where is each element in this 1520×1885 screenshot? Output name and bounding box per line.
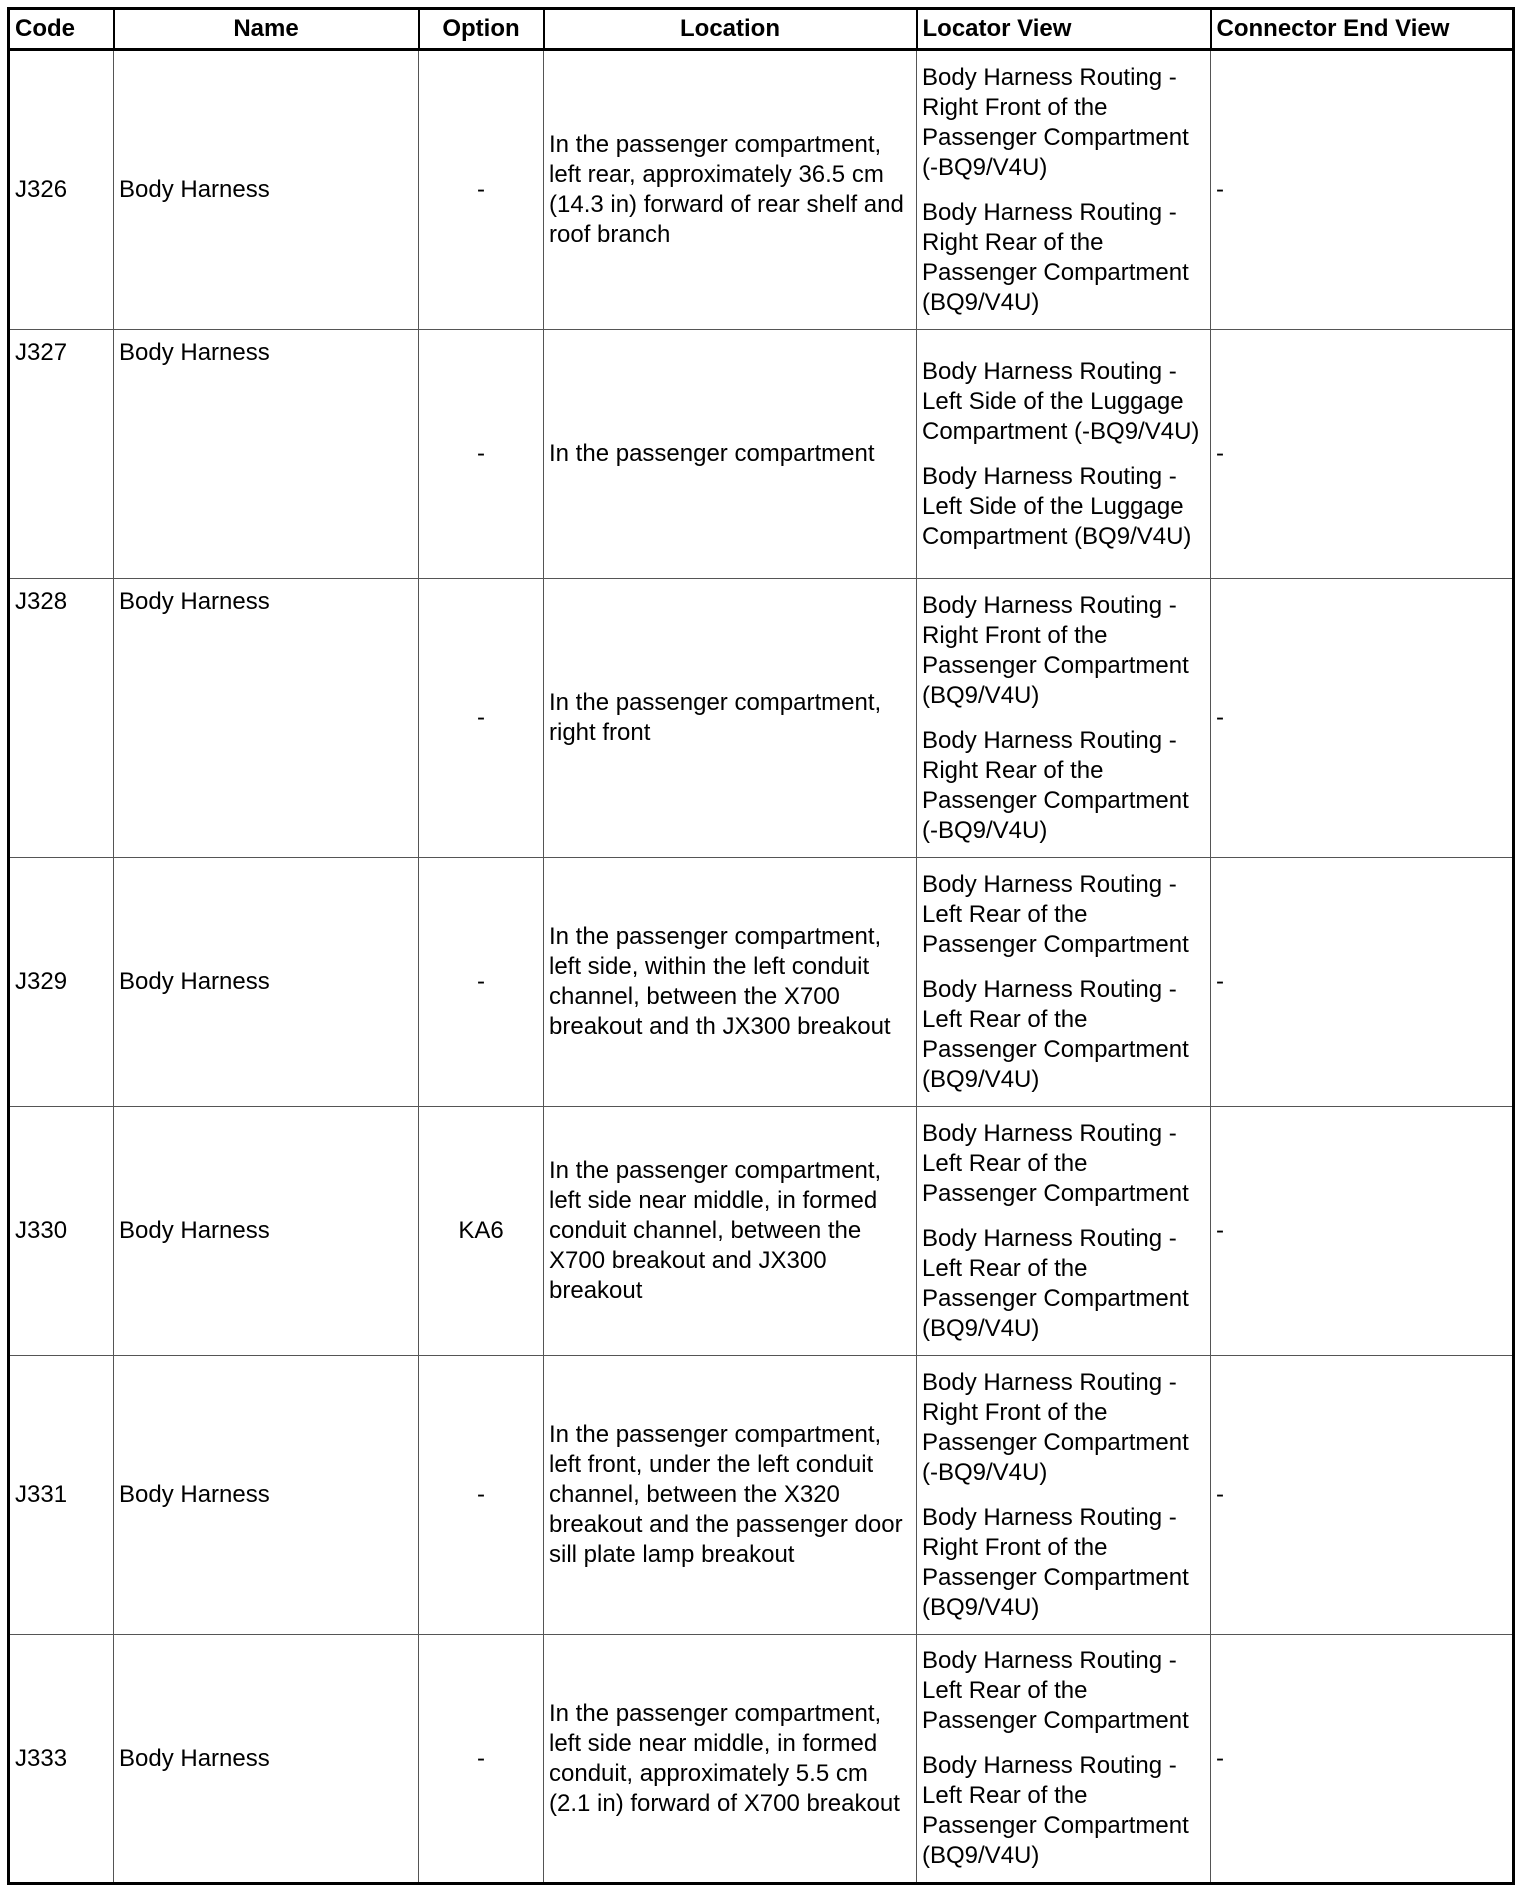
table-row	[9, 1635, 1514, 1884]
cell-location: In the passenger compartment, right front	[544, 579, 917, 858]
locator-view-link[interactable]: Body Harness Routing - Right Rear of the Passenger Compartment (-BQ9/V4U)	[922, 726, 1189, 844]
cell-option: -	[419, 858, 544, 1107]
header-locator-view: Locator View	[917, 9, 1211, 50]
table-row	[9, 1356, 1514, 1635]
cell-option: -	[419, 50, 544, 330]
locator-view-link[interactable]: Body Harness Routing - Left Rear of the Passenger Compartment	[922, 870, 1189, 958]
cell-connector-end-view: -	[1211, 579, 1514, 858]
cell-name: Body Harness	[114, 330, 419, 579]
cell-locator-view	[917, 858, 1211, 1107]
cell-option: -	[419, 1635, 544, 1884]
table-row	[9, 330, 1514, 579]
header-connector-end-view: Connector End View	[1211, 9, 1514, 50]
cell-code: J333	[9, 1635, 114, 1884]
cell-name: Body Harness	[114, 858, 419, 1107]
cell-name: Body Harness	[114, 579, 419, 858]
cell-locator-view	[917, 1635, 1211, 1884]
table-row	[9, 579, 1514, 858]
cell-name: Body Harness	[114, 1635, 419, 1884]
cell-option: -	[419, 1356, 544, 1635]
table-row	[9, 858, 1514, 1107]
cell-name: Body Harness	[114, 50, 419, 330]
cell-connector-end-view: -	[1211, 1635, 1514, 1884]
locator-view-link[interactable]: Body Harness Routing - Left Rear of the Passenger Compartment	[922, 1647, 1189, 1734]
cell-code: J330	[9, 1107, 114, 1356]
cell-location: In the passenger compartment, left front, under the left conduit channel, between the X320 breakout and the passenger door sill plate lamp breakout	[544, 1356, 917, 1635]
cell-locator-view	[917, 50, 1211, 330]
locator-view-link[interactable]: Body Harness Routing - Right Front of the Passenger Compartment (-BQ9/V4U)	[922, 1368, 1189, 1486]
cell-location: In the passenger compartment, left side near middle, in formed conduit channel, between the X700 breakout and JX300 breakout	[544, 1107, 917, 1356]
cell-locator-view	[917, 1107, 1211, 1356]
cell-location: In the passenger compartment, left side near middle, in formed conduit, approximately 5.5 cm (2.1 in) forward of X700 breakout	[544, 1635, 917, 1884]
cell-location: In the passenger compartment	[544, 330, 917, 579]
cell-locator-view	[917, 1356, 1211, 1635]
connector-table	[7, 7, 1515, 1885]
cell-locator-view	[917, 579, 1211, 858]
cell-code: J326	[9, 50, 114, 330]
cell-locator-view	[917, 330, 1211, 579]
cell-option: KA6	[419, 1107, 544, 1356]
locator-view-link[interactable]: Body Harness Routing - Right Front of the Passenger Compartment (-BQ9/V4U)	[922, 63, 1189, 181]
cell-connector-end-view: -	[1211, 50, 1514, 330]
locator-view-link[interactable]: Body Harness Routing - Left Rear of the Passenger Compartment	[922, 1119, 1189, 1207]
header-code: Code	[9, 9, 114, 50]
locator-view-link[interactable]: Body Harness Routing - Left Rear of the Passenger Compartment (BQ9/V4U)	[922, 975, 1189, 1093]
cell-connector-end-view: -	[1211, 1107, 1514, 1356]
cell-code: J328	[9, 579, 114, 858]
locator-view-link[interactable]: Body Harness Routing - Right Front of the Passenger Compartment (BQ9/V4U)	[922, 1503, 1189, 1621]
cell-code: J329	[9, 858, 114, 1107]
locator-view-link[interactable]: Body Harness Routing - Left Side of the Luggage Compartment (BQ9/V4U)	[922, 462, 1192, 550]
locator-view-link[interactable]: Body Harness Routing - Left Rear of the Passenger Compartment (BQ9/V4U)	[922, 1224, 1189, 1342]
cell-code: J331	[9, 1356, 114, 1635]
table-row	[9, 50, 1514, 330]
table-row	[9, 1107, 1514, 1356]
locator-view-link[interactable]: Body Harness Routing - Right Rear of the Passenger Compartment (BQ9/V4U)	[922, 198, 1189, 316]
cell-code: J327	[9, 330, 114, 579]
table-header-row	[9, 9, 1514, 50]
header-option: Option	[419, 9, 544, 50]
cell-location: In the passenger compartment, left rear, approximately 36.5 cm (14.3 in) forward of rear shelf and roof branch	[544, 50, 917, 330]
cell-name: Body Harness	[114, 1107, 419, 1356]
cell-name: Body Harness	[114, 1356, 419, 1635]
cell-option: -	[419, 579, 544, 858]
locator-view-link[interactable]: Body Harness Routing - Left Side of the Luggage Compartment (-BQ9/V4U)	[922, 357, 1200, 445]
cell-location: In the passenger compartment, left side, within the left conduit channel, between the X700 breakout and th JX300 breakout	[544, 858, 917, 1107]
header-name: Name	[114, 9, 419, 50]
cell-connector-end-view: -	[1211, 1356, 1514, 1635]
cell-connector-end-view: -	[1211, 330, 1514, 579]
cell-connector-end-view: -	[1211, 858, 1514, 1107]
cell-option: -	[419, 330, 544, 579]
header-location: Location	[544, 9, 917, 50]
locator-view-link[interactable]: Body Harness Routing - Right Front of the Passenger Compartment (BQ9/V4U)	[922, 591, 1189, 709]
connector-table-sheet	[7, 7, 1512, 1873]
locator-view-link[interactable]: Body Harness Routing - Left Rear of the Passenger Compartment (BQ9/V4U)	[922, 1752, 1189, 1869]
